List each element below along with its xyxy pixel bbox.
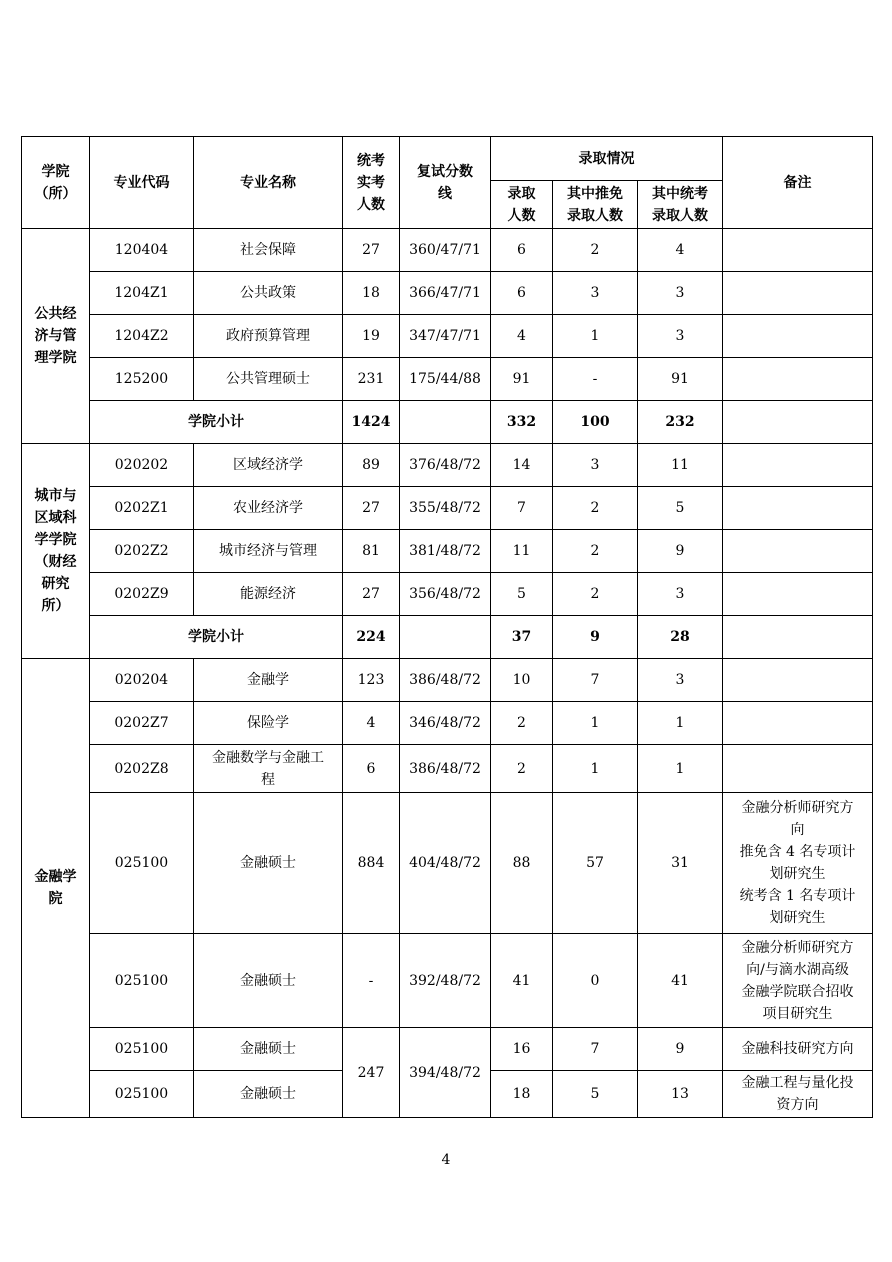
remark-line: 向/与滴水湖高级 [746,961,849,978]
admitted: 6 [491,272,553,315]
header-recommended-line: 录取人数 [567,207,623,224]
major-name: 金融硕士 [194,793,343,934]
table-row [22,315,873,358]
exam-takers: 18 [343,272,400,315]
major-code: 0202Z7 [90,702,194,745]
retest-line: 404/48/72 [400,793,491,934]
recommended: 57 [553,793,638,934]
header-college [22,137,90,229]
recommended: 1 [553,702,638,745]
recommended: 7 [553,659,638,702]
remarks [723,315,873,358]
unified: 91 [638,358,723,401]
admitted: 2 [491,702,553,745]
retest-line: 392/48/72 [400,934,491,1028]
subtotal-admitted: 332 [491,401,553,444]
major-name-line: 程 [261,771,275,788]
header-recommended-line: 其中推免 [567,185,623,202]
major-code: 020204 [90,659,194,702]
exam-takers: 89 [343,444,400,487]
remark-line: 金融工程与量化投 [741,1075,854,1091]
header-exam-takers-line: 统考 [357,152,385,169]
major-name: 金融硕士 [194,934,343,1028]
remarks [723,401,873,444]
major-code: 0202Z8 [90,745,194,793]
major-code: 0202Z9 [90,573,194,616]
recommended: 3 [553,272,638,315]
remark-line: 划研究生 [769,866,826,882]
college-name-line: 学学院 [34,532,77,548]
admitted: 16 [491,1028,553,1071]
remark-line: 统考含 1 名专项计 [739,888,856,904]
remarks [723,487,873,530]
page-number: 4 [441,1152,451,1168]
retest-line: 386/48/72 [400,745,491,793]
header-retest-line [400,137,491,229]
retest-line: 381/48/72 [400,530,491,573]
table-row [22,793,873,934]
remarks [723,530,873,573]
unified: 11 [638,444,723,487]
retest-line: 347/47/71 [400,315,491,358]
table-row [22,659,873,702]
college-name-line: 理学院 [34,350,77,366]
subtotal-row [22,401,873,444]
major-name: 能源经济 [194,573,343,616]
retest-line: 175/44/88 [400,358,491,401]
retest-line: 360/47/71 [400,229,491,272]
header-college-line: （所） [34,185,77,202]
remark-line: 资方向 [776,1097,819,1113]
major-name: 政府预算管理 [194,315,343,358]
college-name-line: 区域科 [34,510,77,526]
admitted: 5 [491,573,553,616]
admitted: 18 [491,1071,553,1118]
remarks [723,358,873,401]
subtotal-label: 学院小计 [90,616,343,659]
remarks [723,616,873,659]
remark-line: 金融学院联合招收 [741,983,854,1000]
recommended: 3 [553,444,638,487]
header-unified [638,181,723,229]
exam-takers: 27 [343,487,400,530]
header-admission-group: 录取情况 [491,137,723,181]
remarks [723,659,873,702]
major-name: 农业经济学 [194,487,343,530]
remark-line: 金融分析师研究方 [741,800,854,816]
recommended: 5 [553,1071,638,1118]
subtotal-takers: 224 [343,616,400,659]
header-retest-line-line: 线 [438,185,452,202]
header-recommended [553,181,638,229]
college-name-line: 研究 [41,576,70,592]
table-row [22,358,873,401]
major-code: 020202 [90,444,194,487]
table-row [22,573,873,616]
major-name: 保险学 [194,702,343,745]
header-unified-line: 录取人数 [652,207,708,224]
unified: 3 [638,315,723,358]
major-code: 025100 [90,1028,194,1071]
recommended: 7 [553,1028,638,1071]
exam-takers: 884 [343,793,400,934]
major-code: 025100 [90,934,194,1028]
major-name: 公共政策 [194,272,343,315]
major-code: 025100 [90,1071,194,1118]
admitted: 2 [491,745,553,793]
remarks [723,934,873,1028]
college-name-line: （财经 [34,554,77,570]
major-code: 125200 [90,358,194,401]
subtotal-retest-line [400,616,491,659]
major-code: 120404 [90,229,194,272]
header-row-1 [22,137,873,181]
header-admitted-line: 录取 [507,185,536,202]
recommended: 2 [553,530,638,573]
recommended: 1 [553,745,638,793]
remarks [723,444,873,487]
table-row [22,934,873,1028]
college-name-line: 济与管 [34,328,77,344]
subtotal-row [22,616,873,659]
table-row [22,444,873,487]
major-name: 金融硕士 [194,1071,343,1118]
header-remarks: 备注 [723,137,873,229]
major-name: 公共管理硕士 [194,358,343,401]
remark-line: 划研究生 [769,910,826,926]
admitted: 88 [491,793,553,934]
subtotal-recommended: 100 [553,401,638,444]
exam-takers: 123 [343,659,400,702]
major-code: 1204Z1 [90,272,194,315]
retest-line: 386/48/72 [400,659,491,702]
remarks [723,229,873,272]
major-name: 金融学 [194,659,343,702]
retest-line: 356/48/72 [400,573,491,616]
remarks [723,1071,873,1118]
header-admitted-line: 人数 [507,207,536,224]
major-name: 金融硕士 [194,1028,343,1071]
exam-takers: 231 [343,358,400,401]
table-row [22,487,873,530]
subtotal-label: 学院小计 [90,401,343,444]
unified: 1 [638,702,723,745]
unified: 5 [638,487,723,530]
retest-line: 394/48/72 [400,1028,491,1118]
subtotal-unified: 232 [638,401,723,444]
exam-takers: 6 [343,745,400,793]
remark-line: 金融分析师研究方 [741,939,854,956]
header-admitted [491,181,553,229]
subtotal-admitted: 37 [491,616,553,659]
college-name [22,229,90,444]
recommended: 2 [553,573,638,616]
admitted: 41 [491,934,553,1028]
major-name: 城市经济与管理 [194,530,343,573]
college-name [22,659,90,1118]
exam-takers: - [343,934,400,1028]
table-row [22,229,873,272]
retest-line: 366/47/71 [400,272,491,315]
remarks [723,272,873,315]
remark-line: 金融科技研究方向 [741,1041,854,1057]
admitted: 6 [491,229,553,272]
admitted: 4 [491,315,553,358]
exam-takers: 247 [343,1028,400,1118]
major-code: 025100 [90,793,194,934]
unified: 4 [638,229,723,272]
unified: 41 [638,934,723,1028]
subtotal-takers: 1424 [343,401,400,444]
major-code: 0202Z2 [90,530,194,573]
table-row [22,702,873,745]
college-name [22,444,90,659]
subtotal-unified: 28 [638,616,723,659]
header-exam-takers-line: 人数 [357,196,385,213]
unified: 3 [638,272,723,315]
recommended: 2 [553,229,638,272]
college-name-line: 公共经 [34,306,77,322]
unified: 9 [638,1028,723,1071]
recommended: 1 [553,315,638,358]
retest-line: 376/48/72 [400,444,491,487]
exam-takers: 27 [343,229,400,272]
college-name-line: 所） [41,598,70,614]
exam-takers: 4 [343,702,400,745]
recommended: - [553,358,638,401]
major-name: 区域经济学 [194,444,343,487]
remarks [723,702,873,745]
retest-line: 355/48/72 [400,487,491,530]
admitted: 91 [491,358,553,401]
header-major-code: 专业代码 [90,137,194,229]
subtotal-recommended: 9 [553,616,638,659]
major-name: 社会保障 [194,229,343,272]
recommended: 2 [553,487,638,530]
major-name-line: 金融数学与金融工 [212,749,324,766]
table-row [22,272,873,315]
retest-line: 346/48/72 [400,702,491,745]
header-exam-takers [343,137,400,229]
table-row [22,1028,873,1071]
remarks [723,745,873,793]
remark-line: 向 [790,822,805,838]
remarks [723,793,873,934]
unified: 1 [638,745,723,793]
unified: 3 [638,573,723,616]
unified: 9 [638,530,723,573]
table-row [22,530,873,573]
admitted: 14 [491,444,553,487]
remarks [723,573,873,616]
header-unified-line: 其中统考 [652,185,708,202]
recommended: 0 [553,934,638,1028]
exam-takers: 19 [343,315,400,358]
exam-takers: 81 [343,530,400,573]
admitted: 10 [491,659,553,702]
header-retest-line-line: 复试分数 [417,163,473,180]
unified: 3 [638,659,723,702]
remark-line: 项目研究生 [762,1005,833,1022]
major-code: 0202Z1 [90,487,194,530]
unified: 31 [638,793,723,934]
unified: 13 [638,1071,723,1118]
admitted: 11 [491,530,553,573]
college-name-line: 城市与 [34,488,77,504]
remark-line: 推免含 4 名专项计 [739,844,856,860]
college-name-line: 金融学 [34,869,77,885]
header-college-line: 学院 [41,163,70,180]
table-row [22,745,873,793]
admissions-table [21,136,873,1118]
header-exam-takers-line: 实考 [357,174,385,191]
remarks [723,1028,873,1071]
header-major-name: 专业名称 [194,137,343,229]
exam-takers: 27 [343,573,400,616]
college-name-line: 院 [48,891,63,907]
major-name [194,745,343,793]
major-code: 1204Z2 [90,315,194,358]
subtotal-retest-line [400,401,491,444]
admitted: 7 [491,487,553,530]
